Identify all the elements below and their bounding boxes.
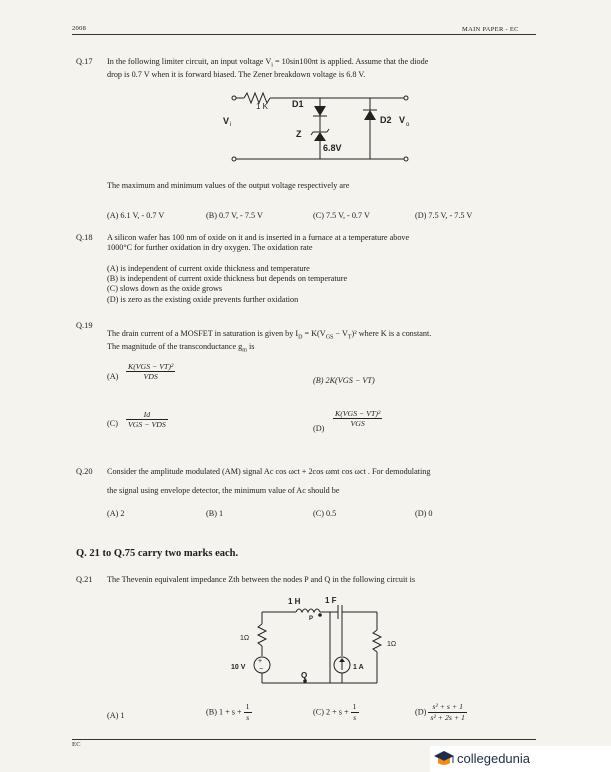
q17-zener-voltage: 6.8V <box>323 143 342 153</box>
q21-option-a: (A) 1 <box>107 711 125 720</box>
q19-option-d-fraction: $\frac{\text{K(VGS − VT)²}}{\text{VGS}}$ <box>335 409 381 428</box>
q17-z-label: Z <box>296 129 302 139</box>
q20-line1: Consider the amplitude modulated (AM) signal Ac cos ωct + 2cos ωmt cos ωct . For demodulating <box>107 467 431 476</box>
q19-option-c-fraction: $\frac{Id}{\text{VGS − VDS}}$ <box>128 410 166 429</box>
q17-d2-label: D2 <box>380 115 392 125</box>
footer-rule <box>72 739 536 740</box>
q19-option-d-label: (D) <box>313 424 325 433</box>
q19-option-b: (B) 2K(VGS − VT) <box>313 376 375 385</box>
q18-line2: 1000°C for further oxidation in dry oxygen. The oxidation rate <box>107 243 313 252</box>
q17-limiter-circuit <box>210 80 420 164</box>
q21-number: Q.21 <box>76 575 93 584</box>
q21-thevenin-circuit <box>225 590 420 690</box>
header-year: 2008 <box>72 25 87 32</box>
q21-option-b: (B) 1 + s + $\frac{1}{s}$ <box>206 702 250 722</box>
q21-l-label: 1 H <box>288 597 301 606</box>
q19-line1: The drain current of a MOSFET in saturation is given by $I_D = K(V_{GS} - V_T)^2$ where K is a constant. <box>107 329 432 341</box>
q17-vo-label: V <box>399 115 406 125</box>
q19-option-c-label: (C) <box>107 419 118 428</box>
collegedunia-logo <box>430 746 611 772</box>
q21-p-label: P <box>309 616 314 622</box>
q21-vsrc-plus-icon: + <box>258 658 263 665</box>
q17-option-a: (A) 6.1 V, - 0.7 V <box>107 211 165 220</box>
q17-option-b: (B) 0.7 V, - 7.5 V <box>206 211 263 220</box>
q21-r1-label: 1Ω <box>240 635 250 642</box>
q18-option-b: (B) is independent of current oxide thickness but depends on temperature <box>107 274 348 283</box>
q21-r2-label: 1Ω <box>387 641 397 648</box>
q18-option-a: (A) is independent of current oxide thickness and temperature <box>107 264 310 273</box>
q17-vi-label: V <box>223 116 230 126</box>
brand-name: collegedunia <box>457 751 531 766</box>
q17-vi-sub: i <box>230 122 232 128</box>
q17-r-label: 1 K <box>256 102 269 111</box>
q17-line1: In the following limiter circuit, an input voltage $V_i = 10\sin 100\pi t$ is applied. Assume that the diode <box>107 57 429 69</box>
header-rule <box>72 34 536 35</box>
header-paper: MAIN PAPER - EC <box>462 26 519 33</box>
q18-option-d: (D) is zero as the existing oxide prevents further oxidation <box>107 295 299 304</box>
q17-line2: drop is 0.7 V when it is forward biased. The Zener breakdown voltage is 6.8 V. <box>107 70 366 79</box>
q17-stem: The maximum and minimum values of the output voltage respectively are <box>107 181 350 190</box>
q17-vo-sub: o <box>406 122 410 128</box>
q17-option-d: (D) 7.5 V, - 7.5 V <box>415 211 473 220</box>
q21-option-d: (D) $\frac{\text{s² + s + 1}}{\text{s² + 2s + 1}}$ <box>415 702 465 722</box>
q17-option-c: (C) 7.5 V, - 0.7 V <box>313 211 370 220</box>
q20-option-d: (D) 0 <box>415 509 433 518</box>
q20-option-b: (B) 1 <box>206 509 224 518</box>
q19-option-a-fraction: $\frac{\text{K(VGS − VT)²}}{\text{VDS}}$ <box>128 362 174 381</box>
q21-vsrc-label: 10 V <box>231 664 246 671</box>
section-heading: Q. 21 to Q.75 carry two marks each. <box>76 548 239 559</box>
q18-line1: A silicon wafer has 100 nm of oxide on it and is inserted in a furnace at a temperature above <box>107 233 410 242</box>
q19-line2: The magnitude of the transconductance $g_m$ is <box>107 342 255 354</box>
q20-option-a: (A) 2 <box>107 509 125 518</box>
footer-code: EC <box>72 741 81 748</box>
q21-line1: The Thevenin equivalent impedance Zth between the nodes P and Q in the following circuit is <box>107 575 416 584</box>
graduation-cap-icon <box>433 748 455 770</box>
q21-c-label: 1 F <box>325 596 337 605</box>
q20-number: Q.20 <box>76 467 93 476</box>
q19-option-a-label: (A) <box>107 372 119 381</box>
q17-d1-label: D1 <box>292 99 304 109</box>
q17-number: Q.17 <box>76 57 93 66</box>
q20-line2: the signal using envelope detector, the minimum value of Ac should be <box>107 486 340 495</box>
q21-vsrc-minus-icon: − <box>259 666 264 673</box>
q18-option-c: (C) slows down as the oxide grows <box>107 284 223 293</box>
q19-number: Q.19 <box>76 321 93 330</box>
q20-option-c: (C) 0.5 <box>313 509 337 518</box>
q21-option-c: (C) 2 + s + $\frac{1}{s}$ <box>313 702 357 722</box>
q21-isrc-label: 1 A <box>353 664 364 671</box>
q21-q-label: Q <box>301 671 308 680</box>
q18-number: Q.18 <box>76 233 93 242</box>
